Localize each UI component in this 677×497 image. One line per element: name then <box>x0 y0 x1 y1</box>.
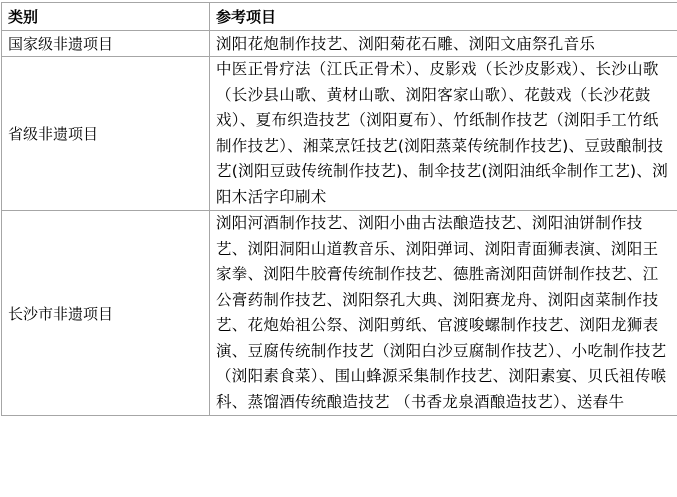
header-items: 参考项目 <box>210 3 677 31</box>
items-cell: 中医正骨疗法（江氏正骨术）、皮影戏（长沙皮影戏）、长沙山歌（长沙县山歌、黄材山歌、浏阳客家山歌）、花鼓戏（长沙花鼓戏）、夏布织造技艺（浏阳夏布）、竹纸制作技艺（浏阳手工竹纸制作技艺）、湘菜烹饪技艺(浏阳蒸菜传统制作技艺)、豆豉酿制技艺(浏阳豆豉传统制作技艺)、制伞技艺(浏阳油纸伞制作工艺)、浏阳木活字印刷术 <box>210 57 677 211</box>
table-row <box>2 211 677 416</box>
items-cell: 浏阳花炮制作技艺、浏阳菊花石雕、浏阳文庙祭孔音乐 <box>210 31 677 57</box>
category-cell: 省级非遗项目 <box>2 57 210 211</box>
header-category: 类别 <box>2 3 210 31</box>
header-row <box>2 3 677 31</box>
table-row <box>2 57 677 211</box>
category-cell: 国家级非遗项目 <box>2 31 210 57</box>
items-cell: 浏阳河酒制作技艺、浏阳小曲古法酿造技艺、浏阳油饼制作技艺、浏阳洞阳山道教音乐、浏阳弹词、浏阳青面狮表演、浏阳王家拳、浏阳牛胶膏传统制作技艺、德胜斋浏阳茴饼制作技艺、江公膏药制作技艺、浏阳祭孔大典、浏阳赛龙舟、浏阳卤菜制作技艺、花炮始祖公祭、浏阳剪纸、官渡唆螺制作技艺、浏阳龙狮表演、豆腐传统制作技艺（浏阳白沙豆腐制作技艺）、小吃制作技艺（浏阳素食菜）、围山蜂源采集制作技艺、浏阳素宴、贝氏祖传喉科、蒸馏酒传统酿造技艺 （书香龙泉酒酿造技艺）、送春牛 <box>210 211 677 416</box>
heritage-table <box>1 2 677 416</box>
category-cell: 长沙市非遗项目 <box>2 211 210 416</box>
table-row <box>2 31 677 57</box>
